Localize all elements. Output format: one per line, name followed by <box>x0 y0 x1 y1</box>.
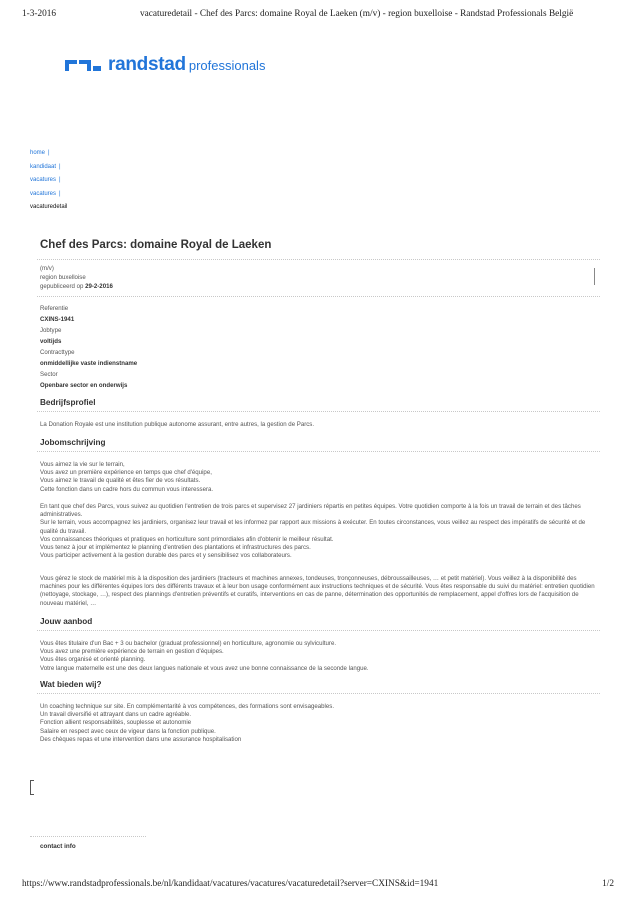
breadcrumb-current-label: vacaturedetail <box>30 204 68 210</box>
paragraph-line: Sur le terrain, vous accompagnez les jardiniers, organisez leur travail et les informez par rapport aux missions à exécuter. En toutes circonstances, vous veillez au respect des impératifs de sécurité et de qualité du travail. <box>40 519 586 535</box>
paragraph-line: Vos connaissances théoriques et pratiques en horticulture sont primordiales afin d'obtenir le meilleur résultat. <box>40 535 334 543</box>
field-label-jobtype: Jobtype <box>40 327 62 334</box>
paragraph-line: Un travail diversifié et attrayant dans un cadre agréable. <box>40 711 192 719</box>
field-value-jobtype: voltijds <box>40 338 62 345</box>
published-label: gepubliceerd op <box>40 283 84 290</box>
paragraph-line: Vous participer activement à la gestion durable des parcs et y sensibilisez vos collaborateurs. <box>40 552 292 560</box>
breadcrumb-separator: | <box>48 150 50 156</box>
breadcrumb-separator: | <box>59 163 61 170</box>
paragraph-line: Votre langue maternelle est une des deux langues nationale et vous avez une bonne connaissance de la seconde langue. <box>40 664 369 672</box>
print-header <box>22 9 614 23</box>
paragraph-line: Un coaching technique sur site. En complémentarité à vos compétences, des formations sont envisageables. <box>40 703 335 710</box>
paragraph-line: Vous aimez la vie sur le terrain, <box>40 461 125 468</box>
paragraph-line: Vous aimez le travail de qualité et êtes fier de vos résultats. <box>40 477 201 485</box>
paragraph-line: Vous êtes titulaire d'un Bac + 3 ou bachelor (graduat professionnel) en horticulture, agronomie ou sylviculture. <box>40 640 337 647</box>
section-heading-bedrijfsprofiel: Bedrijfsprofiel <box>40 398 96 407</box>
section-heading-jobomschrijving: Jobomschrijving <box>40 438 106 447</box>
paragraph-line: En tant que chef des Parcs, vous suivez au quotidien l'entretien de trois parcs et supervisez 27 jardiniers répartis en petites équipes. Votre quotidien comporte à la fois un travail de terrain et des tâches administratives. <box>40 503 581 519</box>
breadcrumb-item-vacatures[interactable] <box>30 174 67 188</box>
job-title: Chef des Parcs: domaine Royal de Laeken <box>40 239 272 251</box>
divider <box>37 259 600 260</box>
breadcrumb-item-home[interactable] <box>30 147 67 161</box>
print-date: 1-3-2016 <box>22 9 57 19</box>
field-value-referentie: CXINS-1941 <box>40 316 75 323</box>
job-region: region buxelloise <box>40 274 86 281</box>
logo-name: randstad <box>108 54 186 75</box>
section-body-bedrijfsprofiel <box>40 421 600 429</box>
section-body-wat-bieden-wij <box>40 703 600 744</box>
field-value-contracttype: onmiddellijke vaste indienstname <box>40 360 138 367</box>
bracket-mark <box>30 780 34 795</box>
paragraph-line: Cette fonction dans un cadre hors du commun vous interessera. <box>40 485 214 493</box>
paragraph-line: Des chèques repas et une intervention dans une assurance hospitalisation <box>40 735 242 743</box>
breadcrumb-link[interactable]: vacatures <box>30 177 57 183</box>
paragraph-line: Vous avez un première expérience en temps que chef d'équipe, <box>40 469 212 477</box>
divider <box>37 411 600 412</box>
field-value-sector: Openbare sector en onderwijs <box>40 382 128 389</box>
contact-info-heading: contact info <box>40 843 76 850</box>
breadcrumb-item-current <box>30 201 67 215</box>
job-published <box>40 283 113 291</box>
breadcrumb-link[interactable]: kandidaat <box>30 163 57 170</box>
print-page-number: 1/2 <box>602 879 614 889</box>
section-body-jobomschrijving-2 <box>40 503 600 560</box>
section-body-jobomschrijving-3 <box>40 575 600 608</box>
published-date: 29-2-2016 <box>85 283 113 290</box>
job-gender: (m/v) <box>40 265 54 272</box>
paragraph-line: Vous tenez à jour et implémentez le planning d'entretien des plantations et infrastructures des parcs. <box>40 544 311 552</box>
print-doc-title: vacaturedetail - Chef des Parcs: domaine Royal de Laeken (m/v) - region buxelloise - Randstad Professionals België <box>140 9 574 19</box>
paragraph-line: Salaire en respect avec ceux de vigeur dans la fonction publique. <box>40 727 216 735</box>
breadcrumb-link[interactable]: vacatures <box>30 190 57 197</box>
divider <box>30 836 146 837</box>
divider <box>37 693 600 694</box>
breadcrumb-separator: | <box>59 177 61 183</box>
print-footer <box>22 879 614 893</box>
section-heading-jouw-aanbod: Jouw aanbod <box>40 617 93 626</box>
field-label-sector: Sector <box>40 371 58 378</box>
divider <box>37 451 600 452</box>
paragraph-line: Fonction allient responsabilités, souplesse et autonomie <box>40 719 192 727</box>
divider <box>37 296 600 297</box>
field-label-contracttype: Contracttype <box>40 349 75 356</box>
breadcrumb-link[interactable]: home <box>30 150 46 156</box>
logo-suffix: professionals <box>188 57 266 73</box>
breadcrumb-item-kandidaat[interactable] <box>30 161 67 175</box>
print-url: https://www.randstadprofessionals.be/nl/kandidaat/vacatures/vacatures/vacaturedetail?server=CXINS&id=1941 <box>22 879 439 889</box>
section-body-jobomschrijving-1 <box>40 461 600 494</box>
randstad-logo[interactable] <box>64 54 265 76</box>
field-label-referentie: Referentie <box>40 305 69 312</box>
breadcrumb-separator: | <box>59 190 61 197</box>
paragraph-line: Vous avez une première expérience de terrain en gestion d'équipes. <box>40 648 224 656</box>
section-heading-wat-bieden-wij: Wat bieden wij? <box>40 680 102 689</box>
breadcrumb <box>30 147 67 215</box>
paragraph-line: La Donation Royale est une institution publique autonome assurant, entre autres, la gestion de Parcs. <box>40 421 315 428</box>
divider <box>37 630 600 631</box>
paragraph-line: Vous êtes organisé et orienté planning. <box>40 656 146 664</box>
scroll-indicator <box>594 268 595 285</box>
breadcrumb-item-vacatures-2[interactable] <box>30 188 67 202</box>
randstad-logo-icon <box>64 58 102 72</box>
paragraph-line: Vous gérez le stock de matériel mis à la disposition des jardiniers (tracteurs et machines annexes, tondeuses, tronçonneuses, débroussailleuses, … et petit matériel). Vous veillez à la disponibilité des machines pour les différentes équipes lors des différents travaux et à leur bon usage conformément aux instructions techniques et de sécurité. Vous êtes responsable du suivi du matériel: entretien quotidien (nettoyage, stockage, …), respect des plannings d'entretien préventifs et curatifs, interventions en cas de panne, détermination des opportunités de remplacement, appel d'offres lors de l'acquisition de nouveau matériel, … <box>40 575 595 607</box>
section-body-jouw-aanbod <box>40 640 600 673</box>
